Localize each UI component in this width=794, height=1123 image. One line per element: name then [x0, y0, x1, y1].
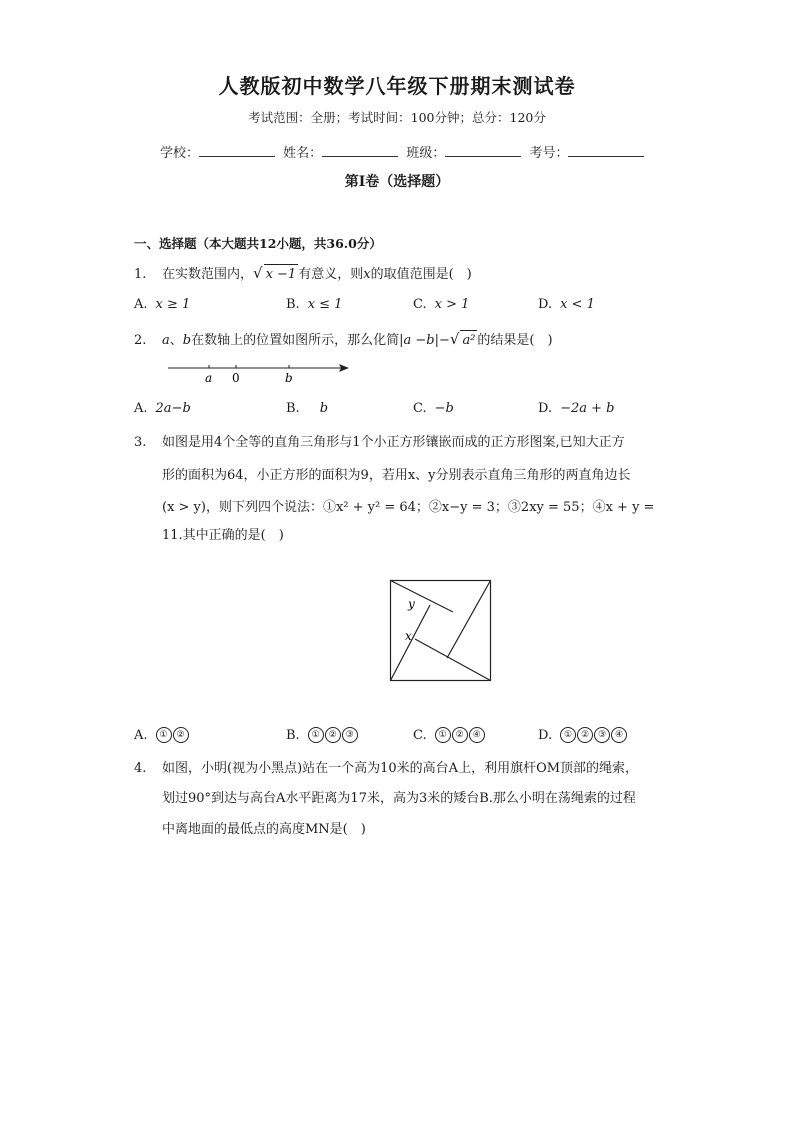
question-text: 有意义，则	[298, 267, 364, 282]
question-3	[134, 433, 625, 453]
axis-label-0: 0	[232, 371, 240, 385]
option-d[interactable]	[538, 297, 595, 312]
option-label: A.	[134, 297, 148, 312]
name-blank[interactable]	[322, 144, 398, 157]
option-text: −b	[434, 401, 454, 416]
circled-2: ②	[173, 727, 189, 743]
figure-label-x: x	[405, 629, 412, 643]
circled-2: ②	[325, 727, 341, 743]
question-text: |−	[434, 333, 450, 348]
option-text: x ≤ 1	[307, 297, 343, 312]
question-4-line-3: 中离地面的最低点的高度MN是( )	[162, 822, 366, 837]
class-label: 班级：	[406, 146, 446, 161]
option-label: A.	[134, 727, 148, 743]
option-text: x > 1	[434, 297, 470, 312]
triangle-edge	[391, 581, 454, 613]
axis-label-b: b	[285, 371, 293, 385]
triangle-edge	[415, 639, 491, 681]
school-label: 学校：	[160, 146, 200, 161]
sqrt-sign: √	[253, 264, 263, 282]
option-a[interactable]	[134, 401, 191, 416]
option-label: A.	[134, 401, 148, 416]
name-label: 姓名：	[283, 146, 323, 161]
option-b[interactable]	[286, 297, 342, 312]
option-text: x ≥ 1	[155, 297, 191, 312]
exam-number-label: 考号：	[529, 146, 569, 161]
option-label: D.	[538, 297, 553, 312]
circled-1: ①	[156, 727, 172, 743]
figure-label-y: y	[408, 597, 415, 611]
option-b[interactable]	[286, 727, 359, 743]
question-3-line-2: 形的面积为64，小正方形的面积为9，若用x、y分别表示直角三角形的两直角边长	[162, 468, 631, 483]
question-text: 如图，小明(视为小黑点)站在一个高为10米的高台A上，利用旗杆OM顶部的绳索，	[162, 761, 639, 776]
triangle-edge	[447, 581, 491, 659]
option-c[interactable]	[413, 297, 469, 312]
option-label: D.	[538, 727, 553, 743]
option-b[interactable]	[286, 401, 328, 416]
circled-3: ③	[342, 727, 358, 743]
number-line-figure	[165, 358, 355, 388]
exam-info: 考试范围：全册；考试时间：100分钟；总分：120分	[248, 110, 546, 125]
circled-4: ④	[469, 727, 485, 743]
radicand: a²	[460, 330, 477, 351]
circled-1: ①	[560, 727, 576, 743]
option-text: 2a−b	[155, 401, 191, 416]
circled-4: ④	[611, 727, 627, 743]
question-text: 的结果是( )	[477, 333, 553, 348]
radicand: x −1	[264, 264, 299, 285]
circled-1: ①	[308, 727, 324, 743]
variable: b	[182, 333, 192, 348]
section-heading: 一、选择题（本大题共12小题，共36.0分）	[134, 236, 382, 251]
variable: a	[162, 333, 170, 348]
question-text: 、	[169, 333, 183, 348]
circled-2: ②	[452, 727, 468, 743]
variable: x	[363, 267, 371, 282]
volume-heading: 第I卷（选择题）	[344, 174, 450, 190]
question-text: 如图是用4个全等的直角三角形与1个小正方形镶嵌而成的正方形图案,已知大正方	[162, 435, 625, 450]
student-info-fields	[160, 142, 648, 161]
option-label: B.	[286, 727, 300, 743]
circled-2: ②	[577, 727, 593, 743]
question-text: 在实数范围内，	[162, 267, 254, 282]
option-a[interactable]	[134, 297, 190, 312]
sqrt-sign: √	[449, 330, 460, 348]
circled-1: ①	[435, 727, 451, 743]
option-d[interactable]	[538, 401, 615, 416]
option-text: b	[319, 401, 329, 416]
expression: a −b	[403, 333, 435, 348]
circled-3: ③	[594, 727, 610, 743]
question-number: 3.	[134, 435, 147, 450]
question-2	[134, 329, 553, 351]
option-label: B.	[286, 297, 300, 312]
option-label: B.	[286, 401, 300, 416]
axis-label-a: a	[205, 371, 213, 385]
option-label: C.	[413, 401, 427, 416]
question-text: 在数轴上的位置如图所示，那么化简|	[191, 333, 404, 348]
option-label: C.	[413, 297, 427, 312]
option-label: D.	[538, 401, 553, 416]
exam-number-blank[interactable]	[568, 144, 644, 157]
option-d[interactable]	[538, 727, 628, 743]
option-label: C.	[413, 727, 427, 743]
question-3-line-4: 11.其中正确的是( )	[162, 528, 284, 543]
question-4-line-2: 划过90°到达与高台A水平距离为17米，高为3米的矮台B.那么小明在荡绳索的过程	[162, 791, 636, 806]
question-text: 的取值范围是( )	[370, 267, 472, 282]
question-number: 4.	[134, 761, 147, 776]
option-c[interactable]	[413, 727, 486, 743]
question-1	[134, 263, 472, 285]
option-text: −2a + b	[560, 401, 615, 416]
question-4	[134, 759, 638, 779]
school-blank[interactable]	[199, 144, 275, 157]
question-3-line-3: (x > y)，则下列四个说法：①x² + y² = 64；②x−y = 3；③2xy = 55；④x + y =	[162, 500, 655, 515]
option-c[interactable]	[413, 401, 454, 416]
option-text: x < 1	[560, 297, 595, 312]
exam-title: 人教版初中数学八年级下册期末测试卷	[218, 74, 576, 98]
question-number: 2.	[134, 333, 147, 348]
question-number: 1.	[134, 267, 147, 282]
pinwheel-square-figure	[388, 578, 494, 685]
class-blank[interactable]	[445, 144, 521, 157]
option-a[interactable]	[134, 727, 190, 743]
